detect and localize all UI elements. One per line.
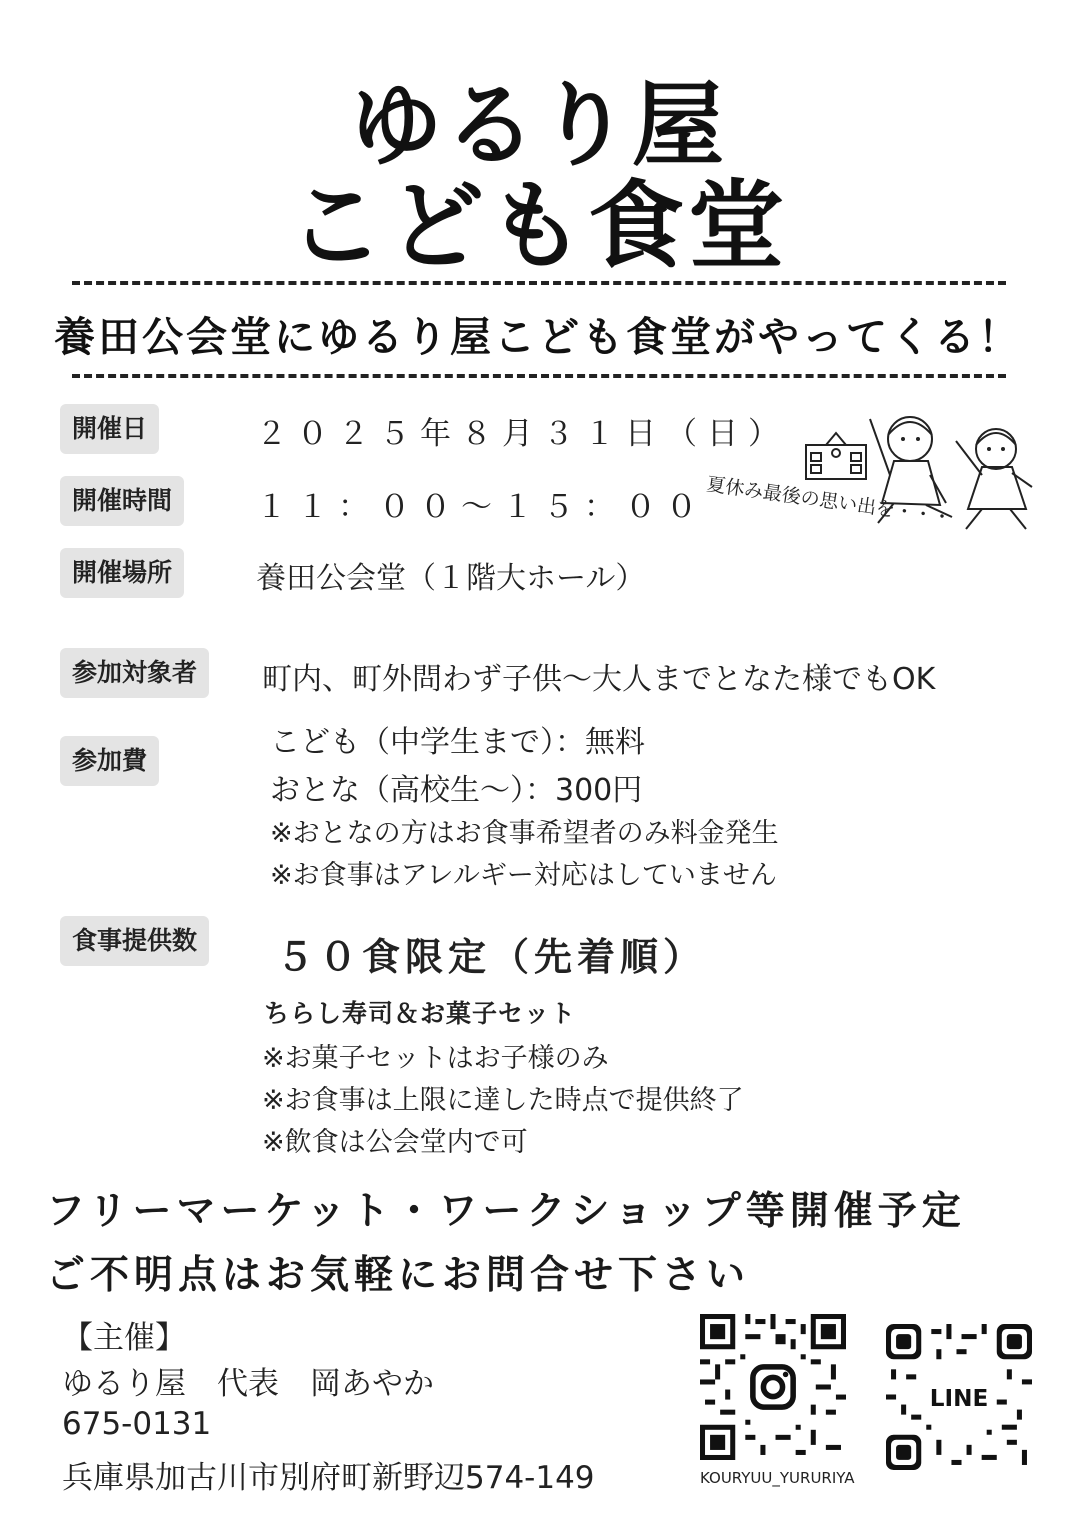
meal-note-2: ※お食事は上限に達した時点で提供終了 — [262, 1085, 744, 1116]
time-label: 開催時間 — [60, 476, 184, 526]
meal-note-1: ※お菓子セットはお子様のみ — [262, 1043, 609, 1074]
headline: 養田公会堂にゆるり屋こども食堂がやってくる！ — [54, 313, 1022, 361]
organizer-name: ゆるり屋 代表 岡あやか — [62, 1366, 434, 1402]
announcement-contact: ご不明点はお気軽にお問合せ下さい — [46, 1253, 751, 1298]
page-title-line2: こども食堂 — [288, 170, 788, 282]
time-value: １１：００～１５：００ — [256, 489, 707, 525]
place-label: 開催場所 — [60, 548, 184, 598]
fee-kids: こども（中学生まで）：無料 — [270, 725, 645, 760]
line-label: LINE — [929, 1386, 989, 1413]
divider-top — [72, 281, 1006, 285]
line-qr-code[interactable] — [886, 1324, 1032, 1470]
meal-note-3: ※飲食は公会堂内で可 — [262, 1127, 528, 1158]
divider-bottom — [72, 374, 1006, 378]
illustration-caption: 夏休み最後の思い出を・・・ — [705, 473, 953, 530]
fee-note-2: ※お食事はアレルギー対応はしていません — [270, 860, 777, 891]
instagram-qr-code[interactable] — [700, 1314, 846, 1460]
children-illustration — [705, 405, 1050, 580]
target-label: 参加対象者 — [60, 648, 209, 698]
fee-label: 参加費 — [60, 736, 159, 786]
page-title-line1: ゆるり屋 — [349, 72, 726, 179]
meals-value: ５０食限定（先着順） — [276, 935, 707, 979]
date-label: 開催日 — [60, 404, 159, 454]
target-value: 町内、町外問わず子供～大人までとなた様でもOK — [262, 662, 936, 697]
fee-note-1: ※おとなの方はお食事希望者のみ料金発生 — [270, 818, 779, 849]
instagram-handle: KOURYUU_YURURIYA — [700, 1469, 855, 1487]
menu-value: ちらし寿司＆お菓子セット — [264, 999, 577, 1028]
announcement-events: フリーマーケット・ワークショップ等開催予定 — [46, 1189, 966, 1234]
place-value: 養田公会堂（１階大ホール） — [256, 561, 646, 596]
organizer-address: 兵庫県加古川市別府町新野辺574-149 — [62, 1460, 595, 1496]
meals-label: 食事提供数 — [60, 916, 209, 966]
fee-adults: おとな（高校生～）：300円 — [270, 773, 643, 808]
organizer-postal: 675-0131 — [62, 1406, 212, 1442]
organizer-heading: 【主催】 — [62, 1320, 186, 1356]
date-value: ２０２５年８月３１日（日） — [256, 416, 789, 452]
